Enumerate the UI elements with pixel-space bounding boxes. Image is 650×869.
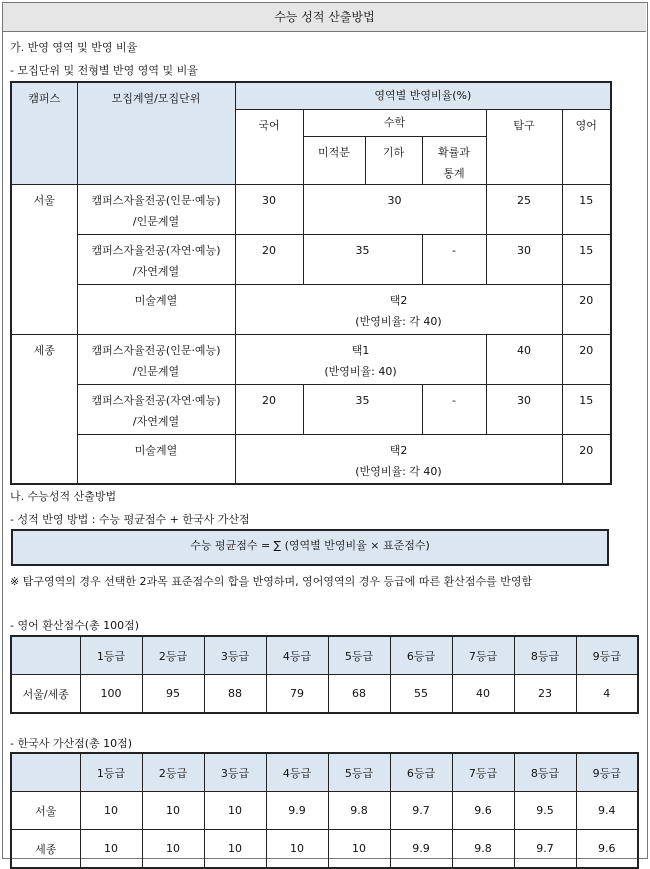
value-cell: 20	[235, 234, 303, 284]
header-geometry: 기하	[365, 136, 422, 184]
score-cell: 40	[452, 675, 514, 714]
value-cell: 30	[303, 184, 486, 234]
header-campus: 캠퍼스	[11, 82, 77, 184]
unit-cell: 캠퍼스자율전공(자연·예능) /자연계열	[77, 234, 235, 284]
score-cell: 9.6	[576, 830, 638, 869]
english-score-title: - 영어 환산점수(총 100점)	[10, 619, 140, 632]
value-cell: 택2 (반영비율: 각 40)	[235, 284, 562, 334]
score-cell: 9.8	[452, 830, 514, 869]
score-cell: 9.4	[576, 792, 638, 830]
history-score-table	[10, 752, 639, 869]
row-label: 세종	[11, 830, 80, 869]
table-row	[11, 830, 638, 869]
score-cell: 55	[390, 675, 452, 714]
unit-cell: 캠퍼스자율전공(인문·예능) /인문계열	[77, 334, 235, 384]
value-cell: 35	[303, 234, 422, 284]
value-cell: 20	[562, 434, 611, 484]
grade-header: 9등급	[576, 753, 638, 792]
score-cell: 10	[80, 830, 142, 869]
score-cell: 68	[328, 675, 390, 714]
value-cell: 25	[486, 184, 562, 234]
grade-header: 1등급	[80, 636, 142, 675]
score-cell: 9.5	[514, 792, 576, 830]
section-b-subheading: - 성적 반영 방법 : 수능 평균점수 + 한국사 가산점	[10, 513, 250, 526]
value-cell: 20	[235, 384, 303, 434]
grade-header: 3등급	[204, 753, 266, 792]
score-cell: 88	[204, 675, 266, 714]
grade-header: 9등급	[576, 636, 638, 675]
table-row	[11, 675, 638, 714]
value-cell: 15	[562, 234, 611, 284]
value-cell: 택1 (반영비율: 40)	[235, 334, 486, 384]
table-row	[11, 792, 638, 830]
header-probability: 확률과 통계	[422, 136, 486, 184]
value-cell: 15	[562, 384, 611, 434]
value-cell: 20	[562, 334, 611, 384]
grade-header: 7등급	[452, 636, 514, 675]
grade-header: 6등급	[390, 636, 452, 675]
score-cell: 10	[142, 792, 204, 830]
section-a-heading: 가. 반영 영역 및 반영 비율	[10, 41, 138, 54]
english-score-table	[10, 635, 639, 714]
header-english: 영어	[562, 109, 611, 184]
grade-header: 3등급	[204, 636, 266, 675]
note-text: ※ 탐구영역의 경우 선택한 2과목 표준점수의 합을 반영하며, 영어영역의 경우 등급에 따른 환산점수를 반영함	[10, 575, 533, 588]
value-cell: 30	[486, 234, 562, 284]
score-cell: 95	[142, 675, 204, 714]
grade-header: 2등급	[142, 753, 204, 792]
grade-header: 4등급	[266, 636, 328, 675]
grade-header: 7등급	[452, 753, 514, 792]
grade-header: 1등급	[80, 753, 142, 792]
grade-header-row	[11, 636, 638, 675]
campus-sejong: 세종	[11, 334, 77, 484]
grade-header: 8등급	[514, 636, 576, 675]
score-cell: 10	[266, 830, 328, 869]
value-cell: -	[422, 384, 486, 434]
value-cell: 30	[486, 384, 562, 434]
score-cell: 9.6	[452, 792, 514, 830]
score-cell: 9.8	[328, 792, 390, 830]
row-label: 서울/세종	[11, 675, 80, 714]
grade-header: 2등급	[142, 636, 204, 675]
score-cell: 9.9	[266, 792, 328, 830]
grade-header: 4등급	[266, 753, 328, 792]
header-math: 수학	[303, 109, 486, 136]
unit-cell: 미술계열	[77, 284, 235, 334]
formula-box: 수능 평균점수 = ∑ (영역별 반영비율 × 표준점수)	[11, 529, 609, 566]
corner-cell	[11, 636, 80, 675]
history-score-title: - 한국사 가산점(총 10점)	[10, 737, 133, 750]
score-cell: 9.7	[390, 792, 452, 830]
score-cell: 10	[204, 792, 266, 830]
ratio-table	[10, 81, 612, 485]
score-cell: 10	[204, 830, 266, 869]
section-a-subheading: - 모집단위 및 전형별 반영 영역 및 비율	[10, 64, 198, 77]
row-label: 서울	[11, 792, 80, 830]
score-cell: 10	[142, 830, 204, 869]
corner-cell	[11, 753, 80, 792]
grade-header: 5등급	[328, 636, 390, 675]
page-title: 수능 성적 산출방법	[3, 3, 646, 32]
header-calculus: 미적분	[303, 136, 365, 184]
value-cell: 35	[303, 384, 422, 434]
header-ratio: 영역별 반영비율(%)	[235, 82, 611, 109]
value-cell: -	[422, 234, 486, 284]
header-korean: 국어	[235, 109, 303, 184]
unit-cell: 캠퍼스자율전공(인문·예능) /인문계열	[77, 184, 235, 234]
score-cell: 100	[80, 675, 142, 714]
grade-header: 8등급	[514, 753, 576, 792]
grade-header-row	[11, 753, 638, 792]
grade-header: 5등급	[328, 753, 390, 792]
campus-seoul: 서울	[11, 184, 77, 334]
score-cell: 9.9	[390, 830, 452, 869]
score-cell: 10	[80, 792, 142, 830]
unit-cell: 캠퍼스자율전공(자연·예능) /자연계열	[77, 384, 235, 434]
grade-header: 6등급	[390, 753, 452, 792]
value-cell: 택2 (반영비율: 각 40)	[235, 434, 562, 484]
score-cell: 23	[514, 675, 576, 714]
score-cell: 10	[328, 830, 390, 869]
header-inquiry: 탐구	[486, 109, 562, 184]
header-unit: 모집계열/모집단위	[77, 82, 235, 184]
value-cell: 30	[235, 184, 303, 234]
value-cell: 20	[562, 284, 611, 334]
unit-cell: 미술계열	[77, 434, 235, 484]
value-cell: 15	[562, 184, 611, 234]
value-cell: 40	[486, 334, 562, 384]
section-b-heading: 나. 수능성적 산출방법	[10, 490, 117, 503]
score-cell: 9.7	[514, 830, 576, 869]
score-cell: 79	[266, 675, 328, 714]
score-cell: 4	[576, 675, 638, 714]
